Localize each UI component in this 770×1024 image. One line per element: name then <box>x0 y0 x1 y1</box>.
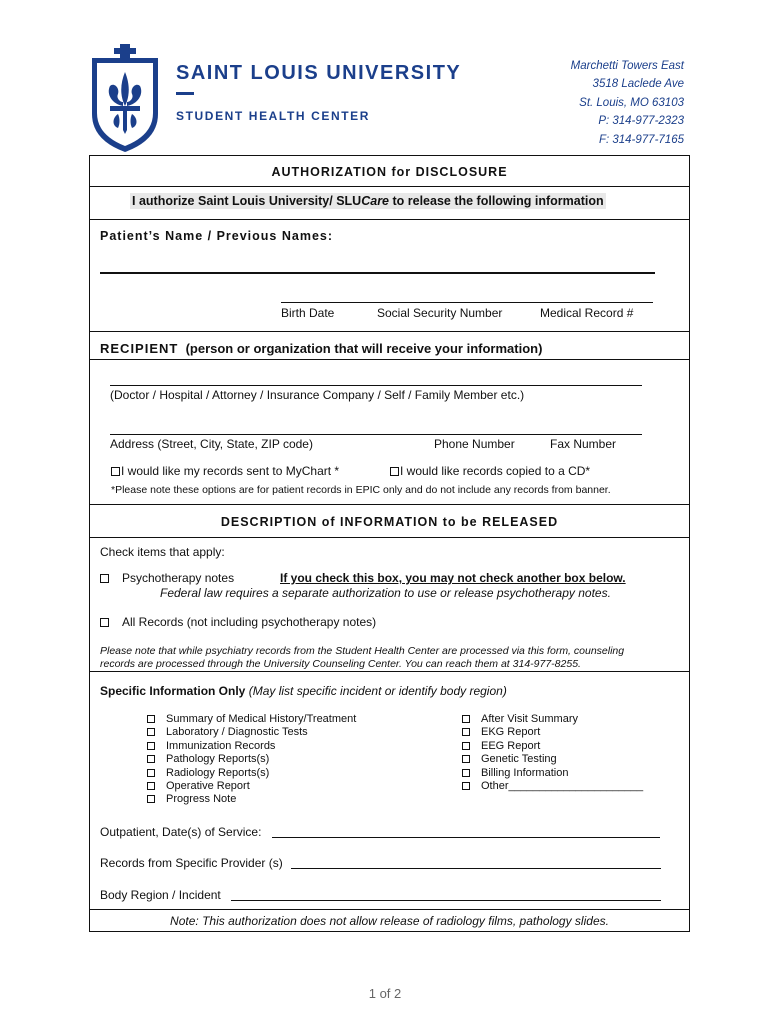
fax-label: Fax Number <box>550 437 617 451</box>
divider <box>89 331 690 332</box>
recipient-type-label: (Doctor / Hospital / Attorney / Insurance Company / Self / Family Member etc.) <box>110 388 525 402</box>
epic-note: *Please note these options are for patient records in EPIC only and do not include any records from banner. <box>111 484 611 496</box>
psychotherapy-checkbox[interactable] <box>100 574 109 583</box>
all-records-option[interactable]: All Records (not including psychotherapy notes) <box>100 615 376 629</box>
divider <box>89 537 690 538</box>
department-name: STUDENT HEALTH CENTER <box>176 109 371 123</box>
item-checkbox[interactable] <box>462 769 470 777</box>
contact-address <box>571 57 684 149</box>
cd-option[interactable]: I would like records copied to a CD* <box>390 464 590 478</box>
list-item[interactable]: EKG Report <box>462 726 643 739</box>
name-divider <box>176 92 194 95</box>
divider <box>89 909 690 910</box>
divider <box>89 219 690 220</box>
university-seal-logo <box>90 44 160 154</box>
list-item[interactable]: Genetic Testing <box>462 753 643 766</box>
recipient-name-field[interactable] <box>110 385 642 386</box>
birth-date-label: Birth Date <box>281 306 335 320</box>
medical-record-label: Medical Record # <box>540 306 634 320</box>
item-checkbox[interactable] <box>462 728 470 736</box>
list-item[interactable]: Billing Information <box>462 767 643 780</box>
address-label: Address (Street, City, State, ZIP code) <box>110 437 313 451</box>
body-region-field[interactable] <box>231 900 661 901</box>
psychotherapy-warning: If you check this box, you may not check another box below. <box>280 571 626 585</box>
list-item[interactable]: Other______________________ <box>462 780 643 793</box>
phone-label: Phone Number <box>434 437 515 451</box>
patient-name-label: Patient’s Name / Previous Names: <box>100 229 334 243</box>
item-checkbox[interactable] <box>147 755 155 763</box>
specific-items-right <box>462 713 643 793</box>
psychiatry-note: Please note that while psychiatry records from the Student Health Center are processed via this form, counseling <box>100 645 625 657</box>
item-checkbox[interactable] <box>147 742 155 750</box>
item-checkbox[interactable] <box>147 728 155 736</box>
form-title: AUTHORIZATION for DISCLOSURE <box>271 165 508 179</box>
psychiatry-note: records are processed through the University Counseling Center. You can reach them at 314-977-8255. <box>100 658 581 670</box>
address-line: St. Louis, MO 63103 <box>579 96 684 109</box>
list-item[interactable]: Progress Note <box>147 793 356 806</box>
list-item[interactable]: Operative Report <box>147 780 356 793</box>
list-item[interactable]: Immunization Records <box>147 740 356 753</box>
list-item[interactable]: Radiology Reports(s) <box>147 767 356 780</box>
item-checkbox[interactable] <box>147 715 155 723</box>
federal-law-note: Federal law requires a separate authorization to use or release psychotherapy notes. <box>160 586 611 600</box>
item-checkbox[interactable] <box>147 795 155 803</box>
provider-label: Records from Specific Provider (s) <box>100 856 283 870</box>
phone-line: P: 314-977-2323 <box>598 115 684 128</box>
list-item[interactable]: Pathology Reports(s) <box>147 753 356 766</box>
patient-name-field[interactable] <box>100 272 655 274</box>
item-checkbox[interactable] <box>462 742 470 750</box>
divider <box>89 359 690 360</box>
outpatient-date-field[interactable] <box>272 837 660 838</box>
recipient-address-field[interactable] <box>110 434 642 435</box>
description-title: DESCRIPTION of INFORMATION to be RELEASED <box>220 515 559 529</box>
authorization-statement: I authorize Saint Louis University/ SLUCare to release the following information <box>132 194 604 208</box>
divider <box>89 671 690 672</box>
address-line: Marchetti Towers East <box>570 60 684 72</box>
check-items-label: Check items that apply: <box>100 545 225 559</box>
list-item[interactable]: Summary of Medical History/Treatment <box>147 713 356 726</box>
all-records-checkbox[interactable] <box>100 618 109 627</box>
item-checkbox[interactable] <box>462 755 470 763</box>
recipient-heading: RECIPIENT (person or organization that will receive your information) <box>100 341 543 356</box>
provider-field[interactable] <box>291 868 661 869</box>
university-name: SAINT LOUIS UNIVERSITY <box>176 62 462 84</box>
cd-checkbox[interactable] <box>390 467 399 476</box>
body-region-label: Body Region / Incident <box>100 888 221 902</box>
page-number: 1 of 2 <box>368 986 402 1001</box>
divider <box>89 186 690 187</box>
specific-items-left <box>147 713 356 807</box>
list-item[interactable]: After Visit Summary <box>462 713 643 726</box>
address-line: 3518 Laclede Ave <box>592 78 684 91</box>
patient-id-field[interactable] <box>281 302 653 303</box>
mychart-option[interactable]: I would like my records sent to MyChart * <box>111 464 339 478</box>
item-checkbox[interactable] <box>147 769 155 777</box>
item-checkbox[interactable] <box>147 782 155 790</box>
item-checkbox[interactable] <box>462 715 470 723</box>
list-item[interactable]: EEG Report <box>462 740 643 753</box>
ssn-label: Social Security Number <box>377 306 503 320</box>
psychotherapy-option[interactable]: Psychotherapy notes <box>100 571 234 585</box>
list-item[interactable]: Laboratory / Diagnostic Tests <box>147 726 356 739</box>
footer-note: Note: This authorization does not allow release of radiology films, pathology slides. <box>170 914 609 928</box>
fax-line: F: 314-977-7165 <box>598 133 684 146</box>
specific-info-heading: Specific Information Only (May list specific incident or identify body region) <box>100 684 507 698</box>
divider <box>89 504 690 505</box>
item-checkbox[interactable] <box>462 782 470 790</box>
mychart-checkbox[interactable] <box>111 467 120 476</box>
outpatient-label: Outpatient, Date(s) of Service: <box>100 825 262 839</box>
